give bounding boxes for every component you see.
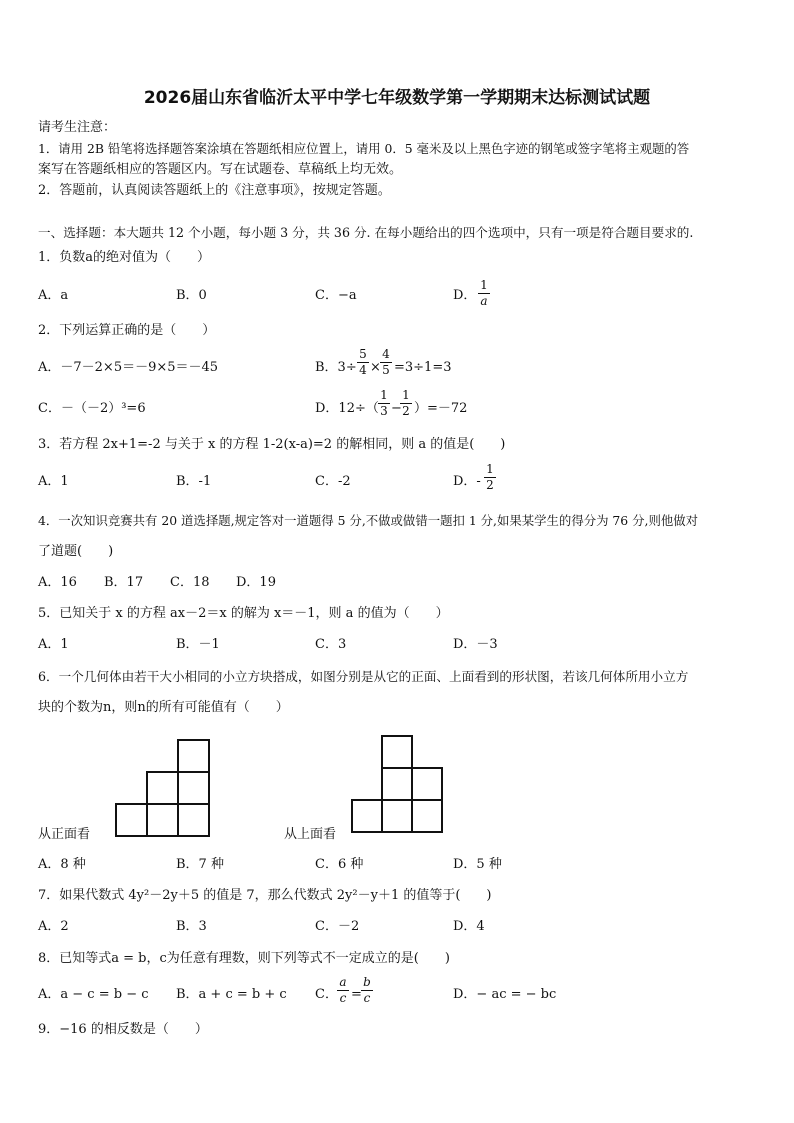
fraction-numerator: a xyxy=(339,975,347,989)
section-heading: 一、选择题：本大题共 12 个小题，每小题 3 分，共 36 分. 在每小题给出的四个选项中，只有一项是符合题目要求的. xyxy=(38,225,694,240)
q4-option-d: D．19 xyxy=(236,575,276,590)
q7-option-d: D．4 xyxy=(453,919,485,934)
question-9-stem: 9．−16 的相反数是（ ） xyxy=(38,1022,208,1037)
q3-option-d: D．- xyxy=(453,474,481,489)
q4-option-a: A．16 xyxy=(38,575,77,590)
q8-option-c: C． xyxy=(315,987,338,1002)
q4-option-c: C．18 xyxy=(170,575,210,590)
q2-option-d-minus: − xyxy=(391,401,402,416)
question-4-stem-line-2: 了道题( ) xyxy=(38,544,114,559)
question-3-stem: 3．若方程 2x+1=-2 与关于 x 的方程 1-2(x-a)=2 的解相同，则 a 的值是( ) xyxy=(38,437,506,452)
fraction-denominator: 5 xyxy=(382,363,390,377)
q1-option-d-fraction xyxy=(478,279,490,308)
front-view-figure xyxy=(112,736,232,846)
top-view-label: 从上面看 xyxy=(284,827,337,842)
top-view-figure xyxy=(348,734,448,834)
q8-option-d: D．− ac = − bc xyxy=(453,987,557,1002)
q2-option-d-fraction-2 xyxy=(400,389,412,418)
question-8-stem: 8．已知等式a = b，c为任意有理数，则下列等式不一定成立的是( ) xyxy=(38,951,450,966)
q2-option-b-fraction-2 xyxy=(380,348,392,377)
q7-option-b: B．3 xyxy=(176,919,207,934)
fraction-denominator: a xyxy=(480,294,488,308)
question-1-stem: 1．负数a的绝对值为（ ） xyxy=(38,250,211,265)
q3-option-c: C．-2 xyxy=(315,474,351,489)
question-4-stem-line-1: 4．一次知识竞赛共有 20 道选择题,规定答对一道题得 5 分,不做或做错一题扣 1 分,如果某学生的得分为 76 分,则他做对 xyxy=(38,513,699,528)
q6-option-d: D．5 种 xyxy=(453,857,502,872)
fraction-denominator: 2 xyxy=(486,478,494,492)
notice-line-1: 1．请用 2B 铅笔将选择题答案涂填在答题纸相应位置上，请用 0．5 毫米及以上黑色字迹的钢笔或签字笔将主观题的答 xyxy=(38,141,690,156)
question-6-stem-line-2: 块的个数为n，则n的所有可能值有（ ） xyxy=(38,700,289,715)
q8-option-a: A．a − c = b − c xyxy=(38,987,149,1002)
q3-option-b: B．-1 xyxy=(176,474,212,489)
q2-option-a: A．－7－2×5＝－9×5＝－45 xyxy=(38,360,219,375)
q2-option-d-fraction-1 xyxy=(378,389,390,418)
q1-option-a: A．a xyxy=(38,288,69,303)
question-2-stem: 2．下列运算正确的是（ ） xyxy=(38,323,216,338)
q2-option-b-fraction-1 xyxy=(357,348,369,377)
fraction-numerator: 1 xyxy=(486,462,494,476)
fraction-denominator: 3 xyxy=(380,404,388,418)
q1-option-c: C．−a xyxy=(315,288,357,303)
question-5-stem: 5．已知关于 x 的方程 ax－2＝x 的解为 x＝－1，则 a 的值为（ ） xyxy=(38,606,449,621)
q3-option-a: A．1 xyxy=(38,474,69,489)
q4-option-b: B．17 xyxy=(104,575,144,590)
fraction-numerator: 1 xyxy=(480,278,488,292)
q2-option-b-times: × xyxy=(370,360,381,375)
q5-option-b: B．－1 xyxy=(176,637,220,652)
q1-option-b: B．0 xyxy=(176,288,207,303)
q2-option-d-prefix: D．12÷（ xyxy=(315,401,379,416)
q7-option-c: C．－2 xyxy=(315,919,360,934)
q6-option-b: B．7 种 xyxy=(176,857,224,872)
fraction-numerator: 4 xyxy=(382,347,390,361)
q8-option-c-fraction-1 xyxy=(337,976,349,1005)
notice-heading: 请考生注意： xyxy=(38,120,117,135)
q7-option-a: A．2 xyxy=(38,919,69,934)
front-view-label: 从正面看 xyxy=(38,827,91,842)
q5-option-a: A．1 xyxy=(38,637,69,652)
q3-option-d-fraction xyxy=(484,463,496,492)
q8-option-b: B．a + c = b + c xyxy=(176,987,287,1002)
q6-option-a: A．8 种 xyxy=(38,857,86,872)
notice-line-2: 案写在答题纸相应的答题区内。写在试题卷、草稿纸上均无效。 xyxy=(38,162,403,177)
fraction-denominator: 4 xyxy=(359,363,367,377)
q2-option-b-prefix: B．3÷ xyxy=(315,360,357,375)
q2-option-b-suffix: =3÷1=3 xyxy=(394,360,452,375)
q8-option-c-equals: = xyxy=(351,987,362,1002)
page-title: 2026届山东省临沂太平中学七年级数学第一学期期末达标测试试题 xyxy=(143,88,651,108)
question-6-stem-line-1: 6．一个几何体由若干大小相同的小立方块搭成，如图分别是从它的正面、上面看到的形状图，若该几何体所用小立方 xyxy=(38,669,689,684)
question-7-stem: 7．如果代数式 4y²－2y＋5 的值是 7，那么代数式 2y²－y＋1 的值等于( ) xyxy=(38,888,492,903)
fraction-numerator: b xyxy=(363,975,371,989)
fraction-numerator: 1 xyxy=(380,388,388,402)
fraction-denominator: c xyxy=(339,991,347,1005)
q1-option-d: D． xyxy=(453,288,477,303)
notice-line-3: 2．答题前，认真阅读答题纸上的《注意事项》，按规定答题。 xyxy=(38,183,391,198)
fraction-numerator: 1 xyxy=(402,388,410,402)
fraction-numerator: 5 xyxy=(359,347,367,361)
fraction-denominator: 2 xyxy=(402,404,410,418)
q2-option-d-suffix: ）=－72 xyxy=(414,401,468,416)
q5-option-d: D．－3 xyxy=(453,637,498,652)
fraction-denominator: c xyxy=(363,991,371,1005)
q8-option-c-fraction-2 xyxy=(361,976,373,1005)
q6-option-c: C．6 种 xyxy=(315,857,364,872)
q2-option-c: C．－（－2）³=6 xyxy=(38,401,146,416)
q5-option-c: C．3 xyxy=(315,637,347,652)
